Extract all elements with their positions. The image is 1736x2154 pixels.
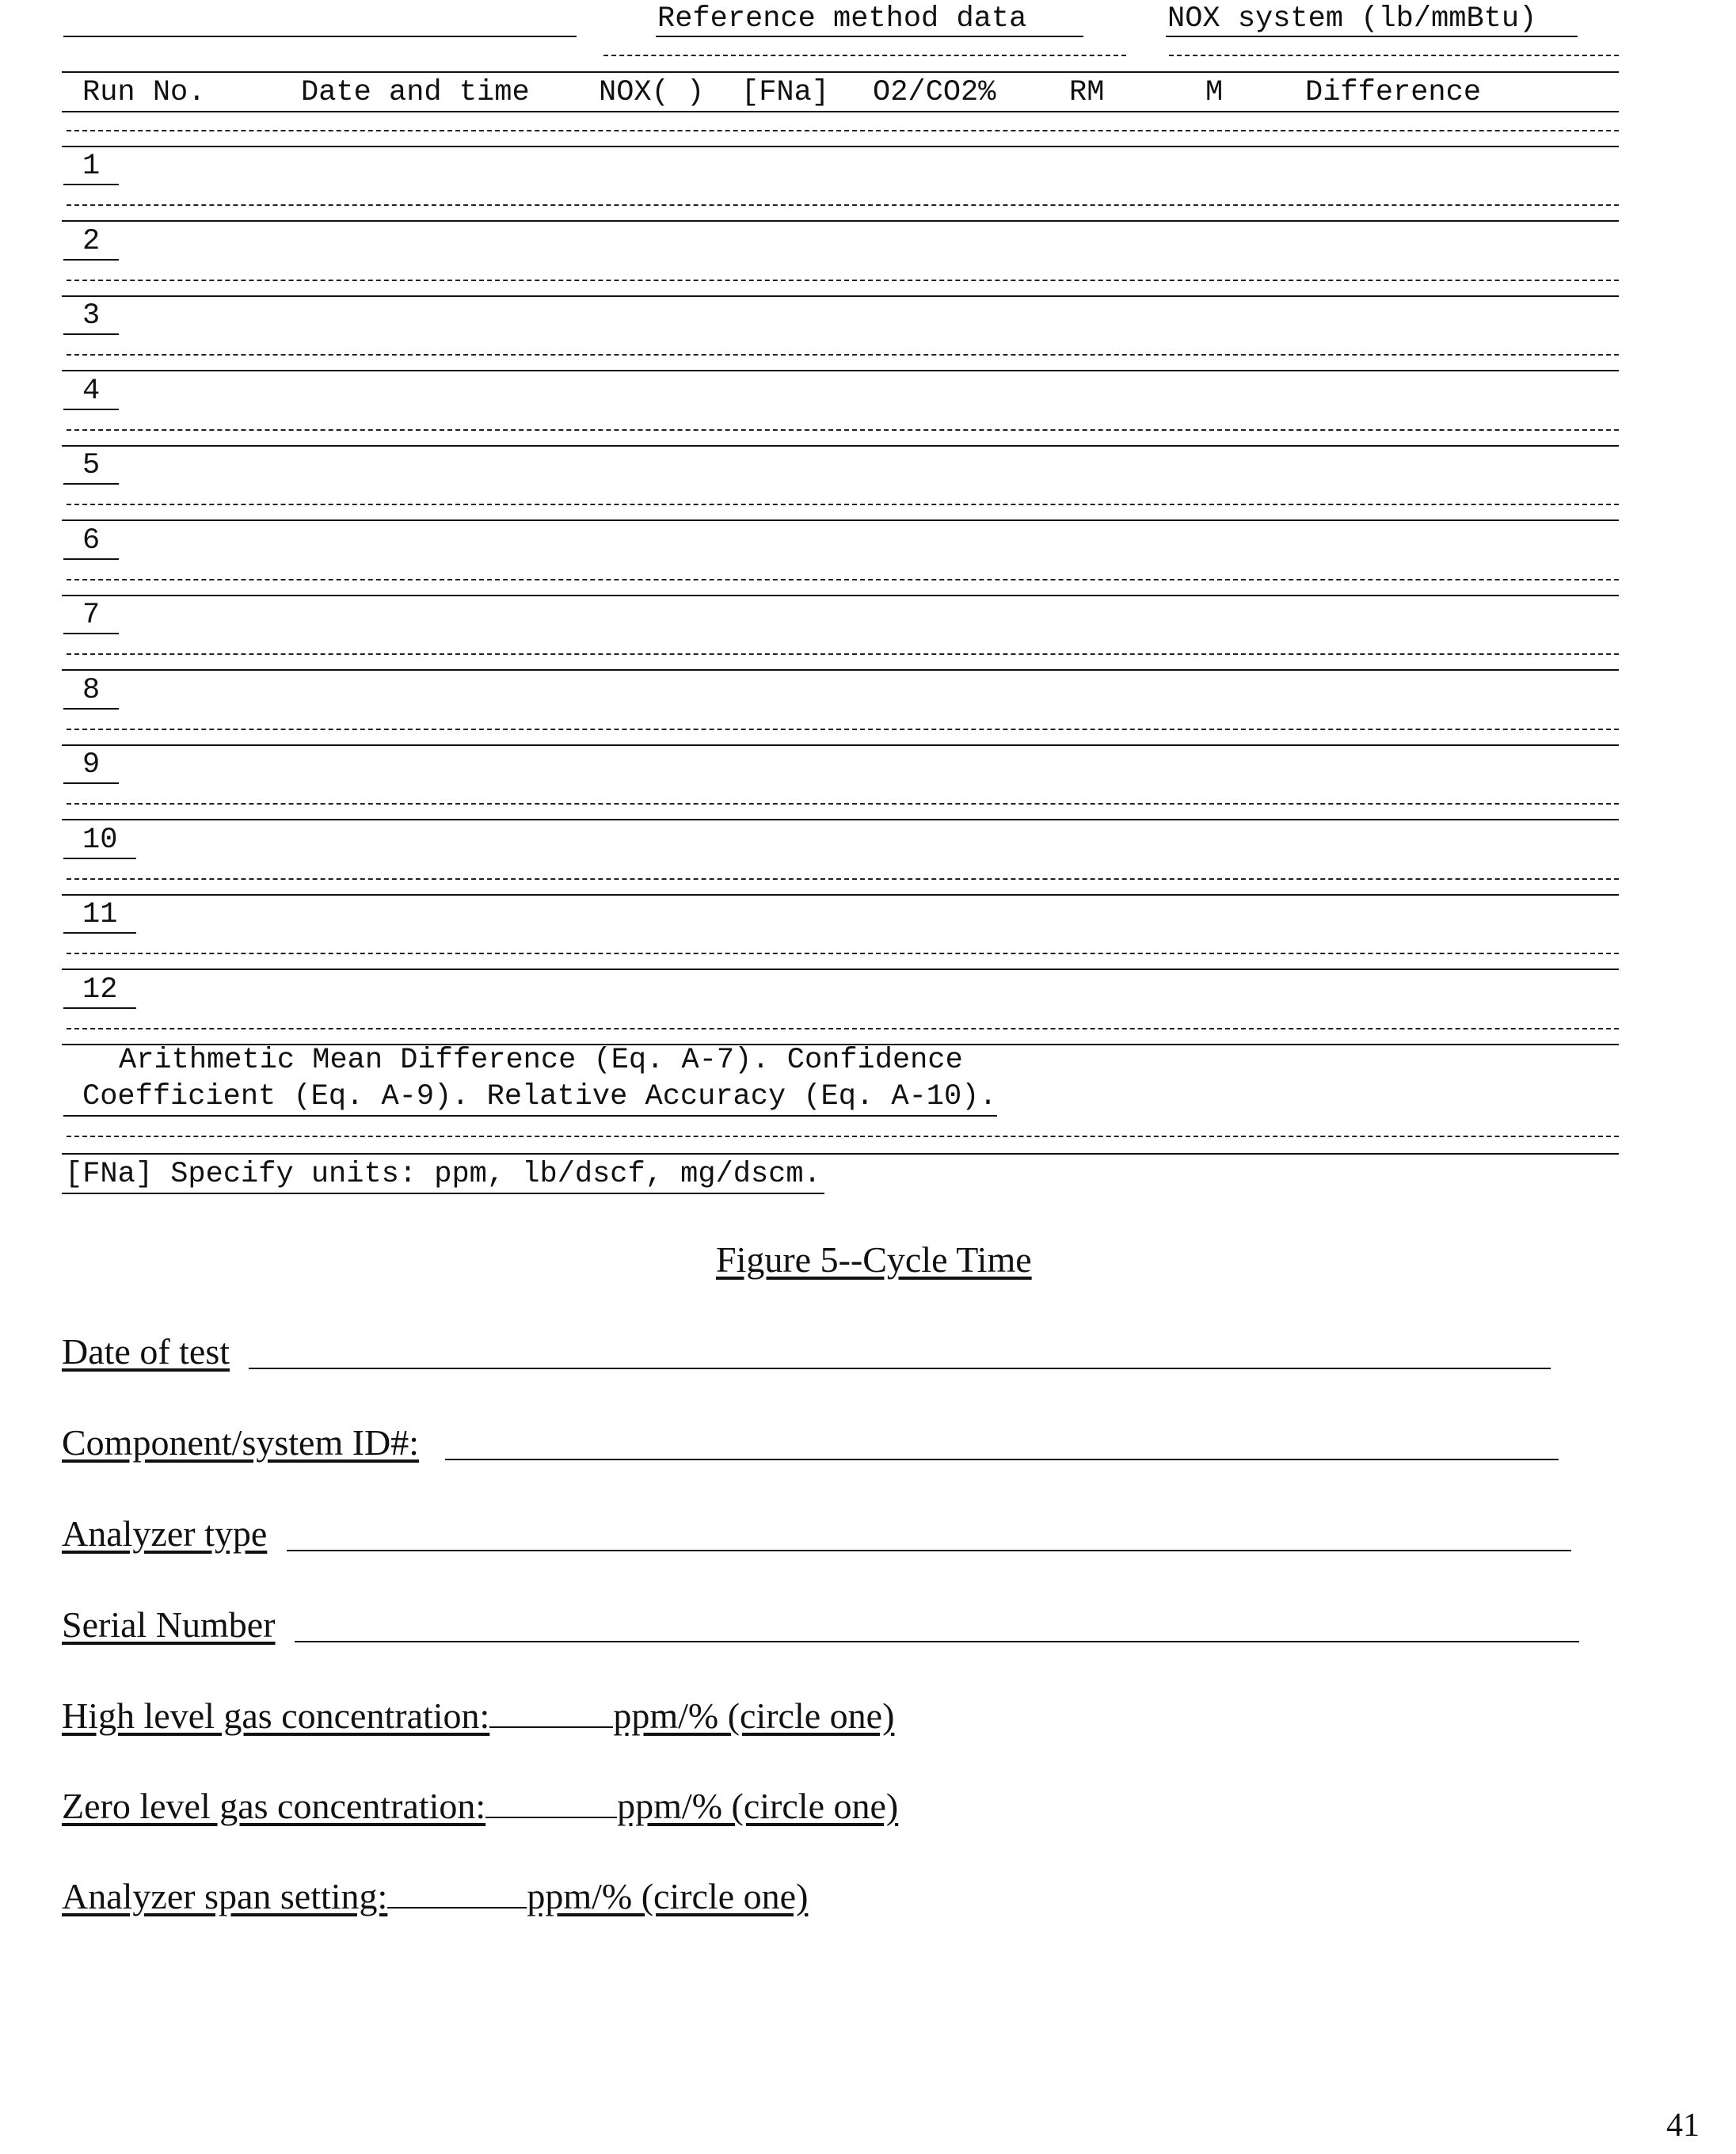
summary-bottom-rule [62, 1153, 1619, 1155]
run-entry-area[interactable] [127, 375, 1616, 407]
row-dash-rule [67, 878, 1619, 880]
run-entry-area[interactable] [127, 300, 1616, 332]
run-entry-area[interactable] [127, 675, 1616, 706]
component-id-label: Component/system ID#: [62, 1422, 420, 1463]
summary-line-2-text: Coefficient (Eq. A-9). Relative Accuracy (Eq. A-10). [82, 1080, 997, 1113]
header-nox-system: NOX system (lb/mmBtu) [1167, 2, 1537, 36]
header-top-rule-reference [656, 36, 1083, 37]
field-zero-level-gas[interactable] [62, 1785, 898, 1828]
row-solid-rule [62, 519, 1619, 521]
run-number: 4 [63, 375, 119, 410]
row-solid-rule [62, 220, 1619, 222]
footnote-text: [FNa] Specify units: ppm, lb/dscf, mg/dscm. [65, 1158, 821, 1191]
run-number: 12 [63, 974, 136, 1009]
analyzer-type-line[interactable] [287, 1550, 1571, 1551]
column-difference: Difference [1305, 76, 1482, 109]
run-number: 8 [63, 675, 119, 710]
field-analyzer-span[interactable] [62, 1875, 808, 1918]
row-dash-rule [67, 579, 1619, 580]
run-entry-area[interactable] [127, 450, 1616, 481]
zero-level-label: Zero level gas concentration: [62, 1786, 486, 1826]
row-dash-rule [67, 429, 1619, 431]
field-high-level-gas[interactable] [62, 1695, 894, 1737]
figure-title: Figure 5--Cycle Time [716, 1239, 1032, 1280]
column-run-no: Run No. [82, 76, 206, 109]
run-entry-area[interactable] [127, 150, 1616, 182]
group-dash-nox [1169, 55, 1619, 56]
row-solid-rule [62, 894, 1619, 896]
row-dash-rule [67, 280, 1619, 281]
span-setting-unit: ppm/% (circle one) [527, 1876, 809, 1916]
row-solid-rule [62, 370, 1619, 371]
high-level-unit: ppm/% (circle one) [613, 1695, 895, 1736]
run-entry-area[interactable] [127, 899, 1616, 930]
row-solid-rule [62, 819, 1619, 820]
run-entry-area[interactable] [127, 749, 1616, 781]
columns-dash [67, 130, 1619, 131]
row-solid-rule [62, 744, 1619, 746]
header-top-rule-nox [1166, 36, 1578, 37]
columns-top-rule [62, 71, 1619, 73]
run-entry-area[interactable] [127, 525, 1616, 557]
run-number: 3 [63, 300, 119, 335]
column-o2co2: O2/CO2% [873, 76, 996, 109]
row-dash-rule [67, 803, 1619, 805]
run-number: 9 [63, 749, 119, 784]
run-number: 11 [63, 899, 136, 934]
columns-bottom-rule [62, 111, 1619, 112]
row-dash-rule [67, 729, 1619, 730]
date-of-test-line[interactable] [249, 1368, 1551, 1369]
footnote [62, 1158, 824, 1194]
column-fna: [FNa] [741, 76, 830, 109]
span-setting-label: Analyzer span setting: [62, 1876, 388, 1916]
header-top-rule [63, 36, 577, 37]
page-number: 41 [1666, 2107, 1700, 2144]
run-entry-area[interactable] [127, 974, 1616, 1006]
row-dash-rule [67, 1028, 1619, 1029]
column-m: M [1205, 76, 1224, 109]
summary-dash [67, 1136, 1619, 1137]
run-number: 5 [63, 450, 119, 485]
component-id-line[interactable] [445, 1459, 1559, 1460]
serial-number-line[interactable] [295, 1641, 1579, 1642]
summary-line-1: Arithmetic Mean Difference (Eq. A-7). Confidence [119, 1044, 963, 1077]
column-nox: NOX( ) [599, 76, 705, 109]
row-solid-rule [62, 595, 1619, 596]
run-entry-area[interactable] [127, 599, 1616, 631]
column-date-time: Date and time [301, 76, 530, 109]
field-date-of-test[interactable] [62, 1330, 230, 1373]
high-level-blank[interactable] [489, 1726, 613, 1728]
row-dash-rule [67, 354, 1619, 356]
rows-top-rule [62, 146, 1619, 147]
row-dash-rule [67, 653, 1619, 655]
run-number: 6 [63, 525, 119, 560]
group-dash-reference [603, 55, 1126, 56]
zero-level-blank[interactable] [485, 1817, 617, 1818]
row-dash-rule [67, 953, 1619, 954]
run-number: 1 [63, 150, 119, 185]
row-dash-rule [67, 204, 1619, 206]
field-analyzer-type[interactable] [62, 1513, 267, 1555]
run-number: 10 [63, 824, 136, 859]
run-entry-area[interactable] [127, 226, 1616, 257]
span-setting-blank[interactable] [387, 1907, 527, 1909]
row-dash-rule [67, 504, 1619, 505]
date-of-test-label: Date of test [62, 1331, 230, 1372]
column-rm: RM [1069, 76, 1105, 109]
high-level-label: High level gas concentration: [62, 1695, 490, 1736]
header-reference-method: Reference method data [657, 2, 1027, 36]
analyzer-type-label: Analyzer type [62, 1513, 268, 1554]
run-entry-area[interactable] [127, 824, 1616, 856]
run-number: 7 [63, 599, 119, 634]
field-component-id[interactable] [62, 1421, 419, 1464]
row-solid-rule [62, 669, 1619, 671]
run-number: 2 [63, 226, 119, 261]
summary-line-2 [63, 1080, 997, 1117]
row-solid-rule [62, 445, 1619, 447]
row-solid-rule [62, 969, 1619, 970]
field-serial-number[interactable] [62, 1604, 276, 1646]
row-solid-rule [62, 295, 1619, 297]
serial-number-label: Serial Number [62, 1604, 276, 1645]
zero-level-unit: ppm/% (circle one) [617, 1786, 899, 1826]
